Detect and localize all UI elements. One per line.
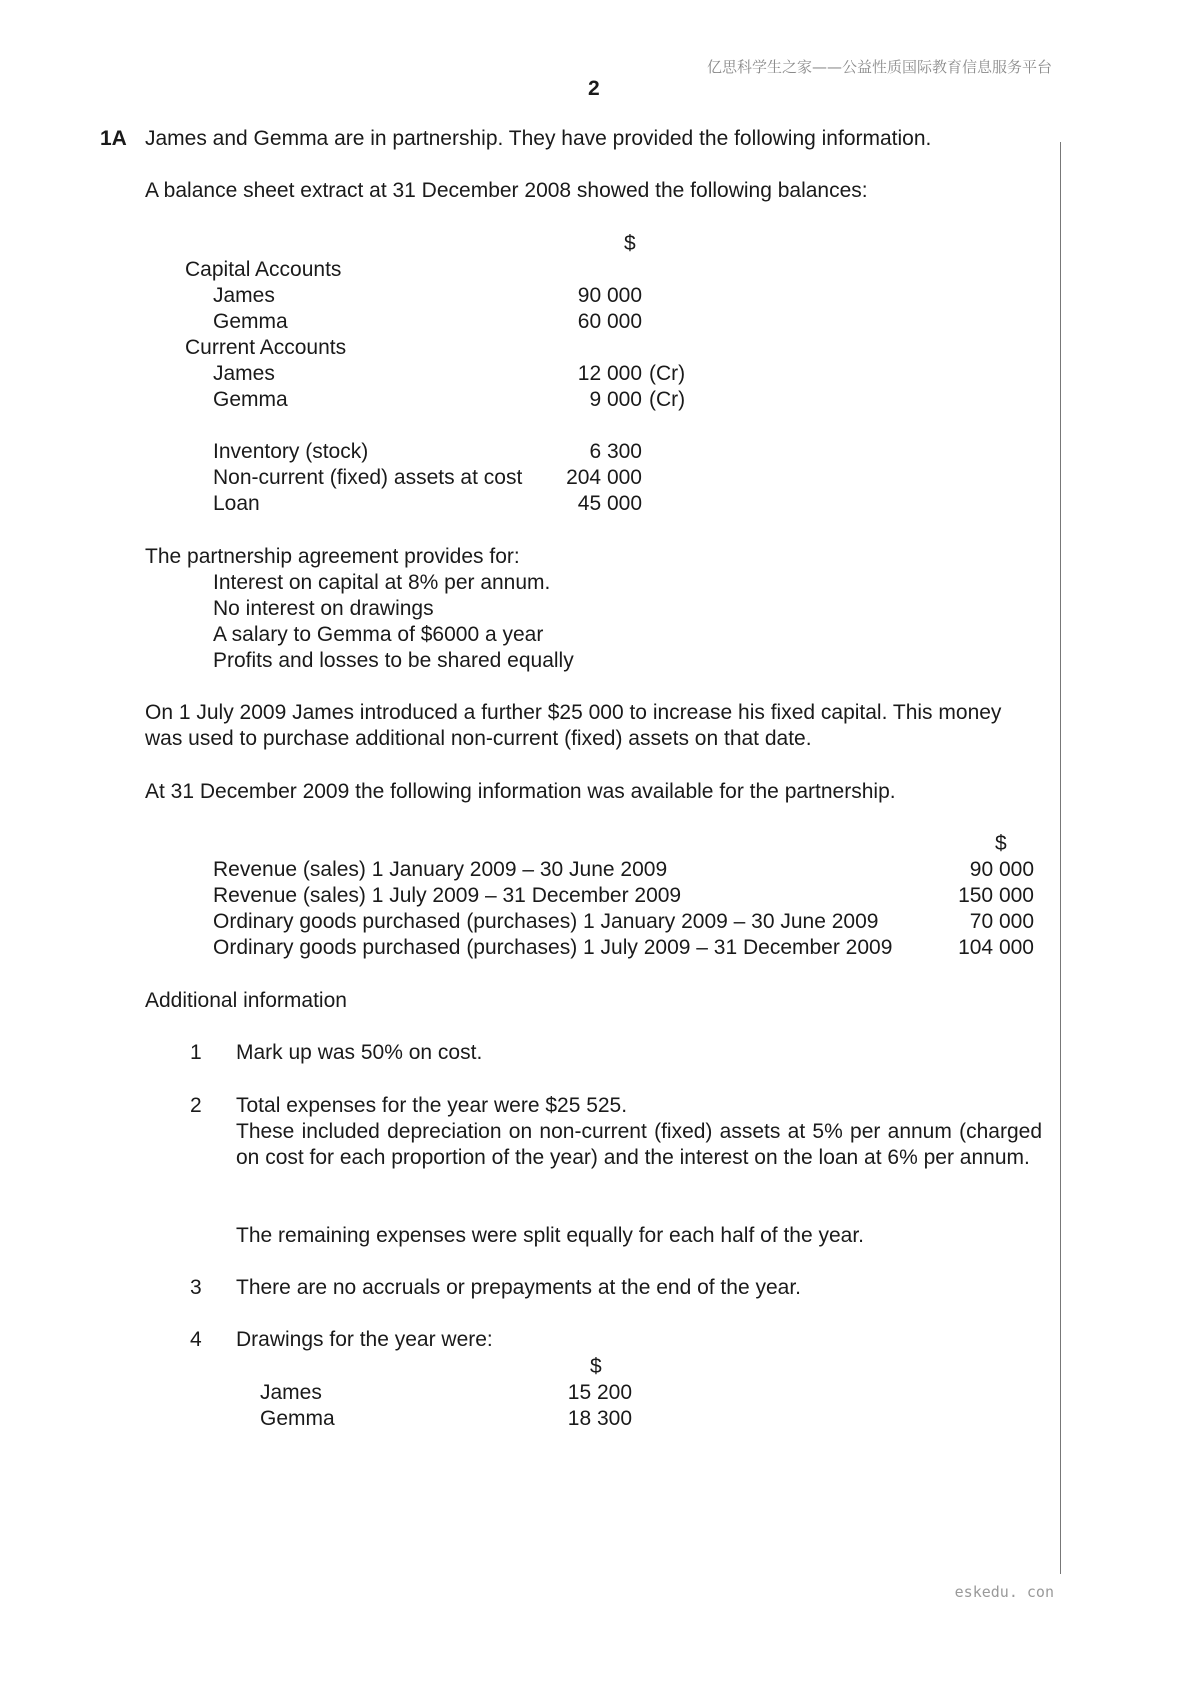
balance-item-name: Non-current (fixed) assets at cost: [213, 466, 523, 489]
dec-item-label: Ordinary goods purchased (purchases) 1 January 2009 – 30 June 2009: [213, 910, 879, 933]
dec-item-label: Ordinary goods purchased (purchases) 1 July 2009 – 31 December 2009: [213, 936, 893, 959]
current-heading: Current Accounts: [185, 336, 347, 359]
balance-item-name: Loan: [213, 492, 260, 515]
current-value: 12 000: [577, 362, 642, 385]
capital-value: 90 000: [577, 284, 642, 307]
note-text: These included depreciation on non-current (fixed) assets at 5% per annum (charged on cost for each proportion of the year) and the interest on the loan at 6% per annum.: [236, 1120, 1042, 1169]
agreement-item: Interest on capital at 8% per annum.: [213, 571, 551, 594]
capital-value: 60 000: [577, 310, 642, 333]
capital-name: James: [213, 284, 275, 307]
balance-item-value: 204 000: [566, 466, 642, 489]
dec-item-label: Revenue (sales) 1 January 2009 – 30 June 2009: [213, 858, 668, 881]
note-number: 2: [190, 1094, 202, 1117]
currency-header: $: [624, 232, 636, 255]
note-text: Mark up was 50% on cost.: [236, 1041, 483, 1064]
dec-item-label: Revenue (sales) 1 July 2009 – 31 December 2009: [213, 884, 682, 907]
july-paragraph-line: On 1 July 2009 James introduced a further $25 000 to increase his fixed capital. This money: [145, 701, 1002, 724]
current-value: 9 000: [589, 388, 642, 411]
current-suffix: (Cr): [649, 388, 686, 411]
note-text: The remaining expenses were split equally for each half of the year.: [236, 1224, 865, 1247]
drawings-currency-header: $: [590, 1355, 602, 1378]
december-intro: At 31 December 2009 the following information was available for the partnership.: [145, 780, 896, 803]
balance-item-name: Inventory (stock): [213, 440, 369, 463]
agreement-item: A salary to Gemma of $6000 a year: [213, 623, 544, 646]
note-number: 3: [190, 1276, 202, 1299]
note-number: 1: [190, 1041, 202, 1064]
footer-site: eskedu. con: [954, 1583, 1054, 1601]
note-text: Drawings for the year were:: [236, 1328, 493, 1351]
question-intro: James and Gemma are in partnership. They have provided the following information.: [145, 127, 932, 150]
balance-sheet-intro: A balance sheet extract at 31 December 2008 showed the following balances:: [145, 179, 868, 202]
current-suffix: (Cr): [649, 362, 686, 385]
question-number: 1A: [100, 127, 127, 150]
dec-item-value: 150 000: [958, 884, 1034, 907]
note-number: 4: [190, 1328, 202, 1351]
current-name: James: [213, 362, 275, 385]
dec-item-value: 90 000: [969, 858, 1034, 881]
page-number: 2: [588, 77, 600, 100]
margin-rule: [1060, 142, 1061, 1574]
drawings-name: James: [260, 1381, 322, 1404]
agreement-item: No interest on drawings: [213, 597, 434, 620]
watermark-text: 亿思科学生之家——公益性质国际教育信息服务平台: [706, 58, 1052, 76]
drawings-value: 15 200: [567, 1381, 632, 1404]
note-text: There are no accruals or prepayments at the end of the year.: [236, 1276, 801, 1299]
july-paragraph-line: was used to purchase additional non-current (fixed) assets on that date.: [145, 727, 812, 750]
additional-heading: Additional information: [145, 989, 347, 1012]
balance-item-value: 45 000: [577, 492, 642, 515]
agreement-heading: The partnership agreement provides for:: [145, 545, 520, 568]
capital-heading: Capital Accounts: [185, 258, 342, 281]
dec-currency-header: $: [995, 832, 1007, 855]
dec-item-value: 104 000: [958, 936, 1034, 959]
current-name: Gemma: [213, 388, 288, 411]
agreement-item: Profits and losses to be shared equally: [213, 649, 574, 672]
dec-item-value: 70 000: [969, 910, 1034, 933]
balance-item-value: 6 300: [589, 440, 642, 463]
drawings-name: Gemma: [260, 1407, 335, 1430]
capital-name: Gemma: [213, 310, 288, 333]
note-text: Total expenses for the year were $25 525.: [236, 1094, 628, 1117]
drawings-value: 18 300: [567, 1407, 632, 1430]
